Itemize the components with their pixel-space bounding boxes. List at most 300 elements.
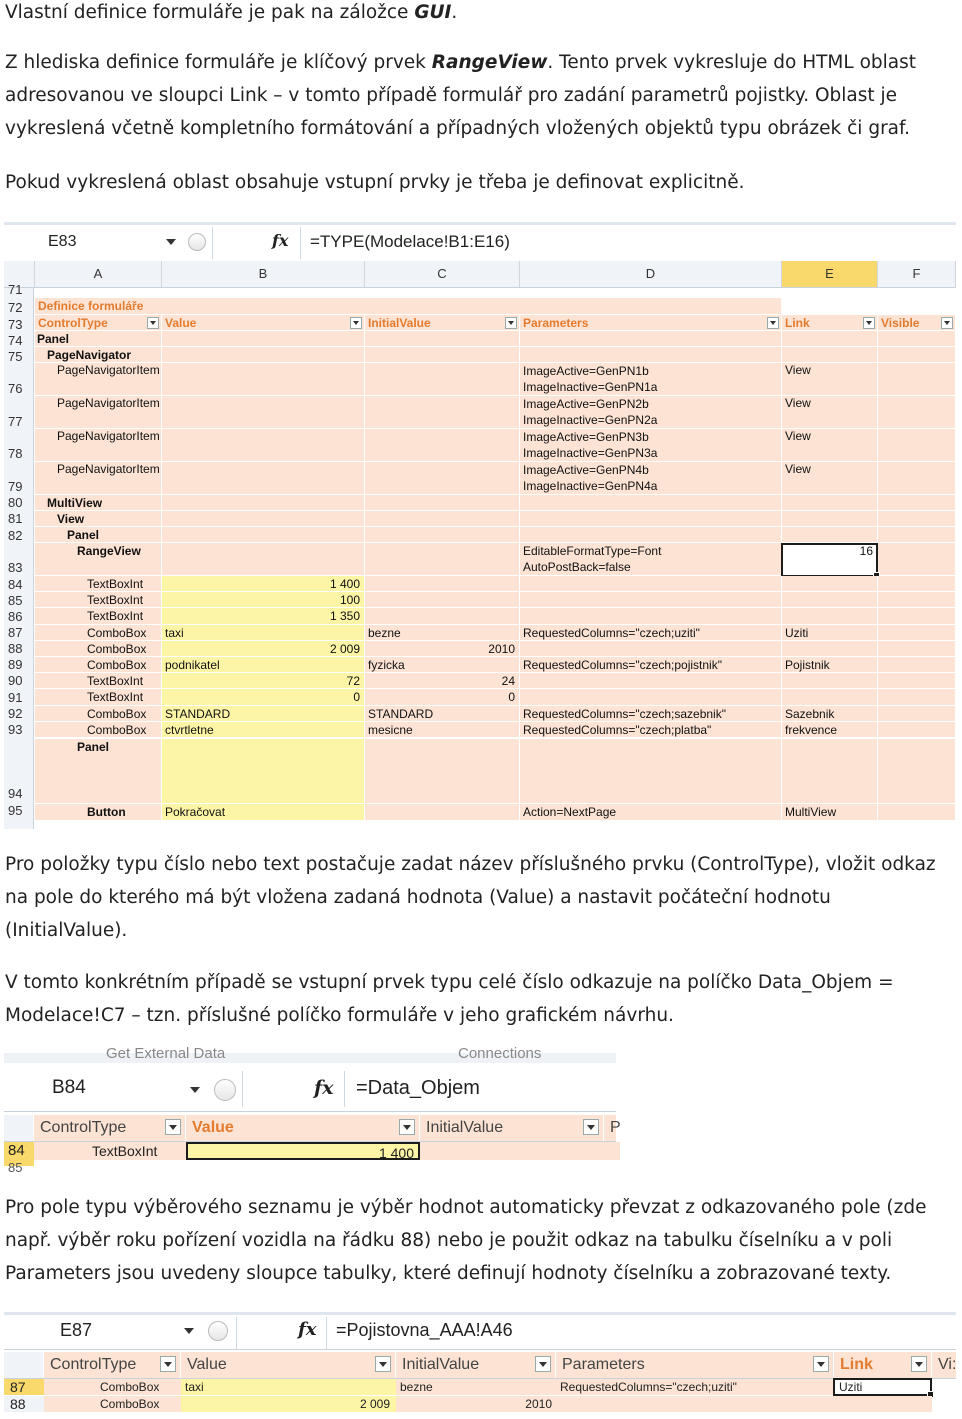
- cell-link-selected[interactable]: Uziti: [833, 1378, 932, 1396]
- row-number[interactable]: 71: [8, 282, 23, 297]
- cell[interactable]: [365, 396, 520, 428]
- ribbon-label: Connections: [458, 1045, 542, 1062]
- spreadsheet-pojistovna: [4, 1312, 956, 1415]
- parameter-line: EditableFormatType=Font: [523, 544, 662, 558]
- row-number[interactable]: 95: [8, 803, 23, 818]
- header-label: Value: [165, 316, 197, 330]
- chevron-down-icon[interactable]: [190, 1087, 200, 1093]
- divider: [344, 1071, 345, 1107]
- cell-link[interactable]: frekvence: [782, 722, 878, 737]
- cell-value[interactable]: Pokračovat: [162, 804, 365, 820]
- cell-controltype[interactable]: TextBoxInt: [35, 689, 162, 704]
- cell-value[interactable]: 1 400: [162, 576, 365, 591]
- header-controltype[interactable]: [35, 315, 162, 330]
- cell[interactable]: [520, 495, 782, 510]
- ribbon-group-labels: [4, 1045, 616, 1063]
- cell-initialvalue[interactable]: [365, 608, 520, 623]
- cell[interactable]: [834, 1396, 932, 1412]
- text: Vlastní definice formuláře je pak na záložce: [5, 2, 415, 23]
- table-row: [35, 495, 956, 511]
- header-visible[interactable]: [878, 315, 956, 330]
- column-header-a[interactable]: A: [35, 261, 162, 287]
- cell-link[interactable]: Sazebnik: [782, 706, 878, 721]
- cell-initialvalue[interactable]: [365, 592, 520, 607]
- table-row: [35, 592, 956, 608]
- cell-parameters[interactable]: [520, 673, 782, 688]
- divider: [236, 1317, 237, 1349]
- cell-value[interactable]: 100: [162, 592, 365, 607]
- circle-icon: [208, 1321, 228, 1341]
- row-number[interactable]: 73: [8, 317, 23, 332]
- circle-icon: [188, 233, 206, 251]
- cell-controltype[interactable]: MultiView: [35, 495, 162, 510]
- cell-parameters[interactable]: [520, 641, 782, 656]
- row-headers: [4, 282, 34, 829]
- rangeview-paragraph: [5, 46, 950, 145]
- filter-dropdown-icon[interactable]: [147, 317, 159, 329]
- cell-value[interactable]: 0: [162, 689, 365, 704]
- header-parameters[interactable]: [520, 315, 782, 330]
- table-row: [35, 331, 956, 347]
- table-row: [35, 689, 956, 705]
- combobox-paragraph: [5, 1191, 950, 1290]
- row-number[interactable]: 94: [8, 786, 23, 801]
- row-number[interactable]: 76: [8, 381, 23, 396]
- cell[interactable]: [162, 396, 365, 428]
- filter-dropdown-icon[interactable]: [767, 317, 779, 329]
- cell[interactable]: [35, 288, 162, 297]
- table-row: [35, 288, 956, 298]
- name-box[interactable]: E87: [60, 1320, 93, 1340]
- filter-dropdown-icon[interactable]: [535, 1356, 551, 1372]
- name-box[interactable]: E83: [48, 233, 77, 250]
- cell-parameters[interactable]: [520, 363, 782, 395]
- cell-value[interactable]: STANDARD: [162, 706, 365, 721]
- cell-link[interactable]: [782, 673, 878, 688]
- cell[interactable]: [162, 462, 365, 494]
- cell-value[interactable]: 2 009: [162, 641, 365, 656]
- row-number[interactable]: 93: [8, 722, 23, 737]
- table-header-row: [35, 315, 956, 331]
- parameter-line: ImageInactive=GenPN4a: [523, 479, 658, 493]
- cell[interactable]: [162, 429, 365, 461]
- parameter-line: ImageInactive=GenPN3a: [523, 446, 658, 460]
- header-label: InitialValue: [368, 316, 431, 330]
- cell[interactable]: [365, 462, 520, 494]
- cell-parameters[interactable]: [520, 608, 782, 623]
- text: vykreslená včetně kompletního formátování a případných vložených objektů typu obrázek či graf.: [5, 118, 911, 139]
- table-row: [35, 739, 956, 804]
- cell[interactable]: [162, 363, 365, 395]
- cell-controltype[interactable]: PageNavigator: [35, 347, 162, 362]
- cell-parameters[interactable]: [520, 462, 782, 494]
- cell-value[interactable]: 72: [162, 673, 365, 688]
- column-header-e[interactable]: E: [782, 261, 878, 287]
- cell[interactable]: [520, 331, 782, 346]
- cell[interactable]: [520, 527, 782, 542]
- row-number[interactable]: 84: [8, 577, 23, 592]
- table-row: [35, 804, 956, 821]
- table-row: [35, 657, 956, 673]
- cell-parameters[interactable]: RequestedColumns="czech;uziti": [556, 1379, 834, 1395]
- chevron-down-icon[interactable]: [166, 239, 176, 245]
- column-header-f[interactable]: F: [878, 261, 956, 287]
- cell-grid: [35, 288, 956, 829]
- text: Z hlediska definice formuláře je klíčový prvek: [5, 52, 432, 73]
- cell-parameters[interactable]: RequestedColumns="czech;uziti": [520, 625, 782, 640]
- cell-value[interactable]: podnikatel: [162, 657, 365, 672]
- cell-link[interactable]: [782, 576, 878, 591]
- row-number[interactable]: 86: [8, 609, 23, 624]
- row-number[interactable]: 89: [8, 657, 23, 672]
- header-link[interactable]: [782, 315, 878, 330]
- cell[interactable]: [365, 527, 520, 542]
- parameter-line: ImageInactive=GenPN1a: [523, 380, 658, 394]
- header-initialvalue[interactable]: [396, 1352, 556, 1378]
- row-number[interactable]: 80: [8, 495, 23, 510]
- data-objem-paragraph: [5, 966, 950, 1032]
- column-header-b[interactable]: B: [162, 261, 365, 287]
- text: Pro položky typu číslo nebo text postačuje zadat název příslušného prvku (ControlType), vložit odkaz: [5, 854, 936, 875]
- cell[interactable]: [878, 462, 956, 494]
- cell-initialvalue[interactable]: fyzicka: [365, 657, 520, 672]
- cell[interactable]: [878, 804, 956, 820]
- text: na pole do kterého má být vložena zadaná hodnota (Value) a nastavit počáteční hodnotu: [5, 887, 831, 908]
- cell-value[interactable]: taxi: [181, 1379, 396, 1395]
- chevron-down-icon[interactable]: [184, 1328, 194, 1334]
- cell-value[interactable]: 1 350: [162, 608, 365, 623]
- header-label: ControlType: [50, 1356, 137, 1373]
- cell[interactable]: [365, 429, 520, 461]
- cell-initialvalue[interactable]: 24: [365, 673, 520, 688]
- parameter-line: ImageInactive=GenPN2a: [523, 413, 658, 427]
- cell[interactable]: [878, 739, 956, 803]
- cell-controltype[interactable]: Panel: [35, 527, 162, 542]
- cell-controltype[interactable]: TextBoxInt: [34, 1142, 186, 1160]
- cell-controltype[interactable]: ComboBox: [35, 641, 162, 656]
- row-number[interactable]: 75: [8, 349, 23, 364]
- cell[interactable]: [878, 592, 956, 607]
- filter-dropdown-icon[interactable]: [941, 317, 953, 329]
- cell[interactable]: [878, 625, 956, 640]
- cell[interactable]: [878, 543, 956, 575]
- header-controltype[interactable]: [34, 1115, 186, 1141]
- cell-parameters[interactable]: [520, 429, 782, 461]
- cell[interactable]: [878, 641, 956, 656]
- table-row: [35, 396, 956, 429]
- cell-link-selected[interactable]: 16: [782, 543, 878, 575]
- table-row: [35, 576, 956, 592]
- cell-value[interactable]: ctvrtletne: [162, 722, 365, 737]
- cell-initialvalue[interactable]: bezne: [365, 625, 520, 640]
- cell-controltype[interactable]: TextBoxInt: [35, 576, 162, 591]
- row-number[interactable]: 88: [8, 641, 23, 656]
- cell-controltype[interactable]: RangeView: [35, 543, 162, 575]
- row-number[interactable]: 82: [8, 528, 23, 543]
- header-controltype[interactable]: [44, 1352, 181, 1378]
- text: .: [451, 2, 458, 23]
- emphasis-gui: GUI: [414, 2, 452, 23]
- cell[interactable]: [878, 331, 956, 346]
- table-row: [35, 641, 956, 657]
- cell-controltype[interactable]: PageNavigatorItem: [35, 396, 162, 428]
- filter-dropdown-icon[interactable]: [583, 1119, 599, 1135]
- cell-parameters[interactable]: [520, 592, 782, 607]
- cell-controltype[interactable]: TextBoxInt: [35, 592, 162, 607]
- header-partial[interactable]: Vi:: [932, 1352, 962, 1378]
- filter-dropdown-icon[interactable]: [350, 317, 362, 329]
- cell-link[interactable]: View: [782, 462, 878, 494]
- formula-input[interactable]: =Data_Objem: [356, 1077, 480, 1099]
- parameter-line: ImageActive=GenPN2b: [523, 397, 649, 411]
- emphasis-rangeview: RangeView: [431, 52, 548, 73]
- table-header-row: [4, 1352, 956, 1379]
- circle-icon: [214, 1079, 236, 1101]
- cell[interactable]: [162, 331, 365, 346]
- cell[interactable]: [365, 363, 520, 395]
- cell[interactable]: [162, 495, 365, 510]
- cell[interactable]: [365, 347, 520, 362]
- column-headers: [4, 261, 956, 288]
- cell-controltype[interactable]: TextBoxInt: [35, 673, 162, 688]
- cell-controltype[interactable]: View: [35, 511, 162, 526]
- cell-initialvalue[interactable]: 0: [365, 689, 520, 704]
- table-row: [35, 527, 956, 543]
- cell-controltype[interactable]: ComboBox: [35, 657, 162, 672]
- cell[interactable]: [365, 511, 520, 526]
- cell[interactable]: [878, 689, 956, 704]
- table-row: [35, 511, 956, 527]
- cell-controltype[interactable]: Panel: [35, 739, 162, 803]
- text: . Tento prvek vykresluje do HTML oblast: [547, 52, 917, 73]
- cell-controltype[interactable]: PageNavigatorItem: [35, 462, 162, 494]
- row-number[interactable]: 78: [8, 446, 23, 461]
- text: (InitialValue).: [5, 920, 128, 941]
- cell[interactable]: [782, 511, 878, 526]
- filter-dropdown-icon[interactable]: [160, 1356, 176, 1372]
- cell-value-selected[interactable]: 1 400: [186, 1142, 420, 1160]
- cell[interactable]: [782, 331, 878, 346]
- cell-controltype[interactable]: Panel: [35, 331, 162, 346]
- row-number[interactable]: 90: [8, 673, 23, 688]
- cell[interactable]: [520, 511, 782, 526]
- cell[interactable]: [162, 511, 365, 526]
- fx-icon[interactable]: fx: [314, 1077, 334, 1099]
- header-value[interactable]: [186, 1115, 420, 1141]
- table-row: [35, 298, 956, 315]
- active-cell-selection[interactable]: [781, 543, 878, 577]
- header-label: Parameters: [562, 1356, 645, 1373]
- filter-dropdown-icon[interactable]: [863, 317, 875, 329]
- parameter-line: AutoPostBack=false: [523, 560, 631, 574]
- cell[interactable]: [556, 1396, 834, 1412]
- cell-controltype[interactable]: ComboBox: [44, 1396, 181, 1412]
- cell[interactable]: [878, 706, 956, 721]
- cell[interactable]: [878, 527, 956, 542]
- cell[interactable]: [782, 527, 878, 542]
- cell-parameters[interactable]: RequestedColumns="czech;sazebnik": [520, 706, 782, 721]
- cell-controltype[interactable]: ComboBox: [35, 625, 162, 640]
- cell-controltype[interactable]: TextBoxInt: [35, 608, 162, 623]
- column-header-d[interactable]: D: [520, 261, 782, 287]
- cell-link[interactable]: Uziti: [782, 625, 878, 640]
- header-value[interactable]: [162, 315, 365, 330]
- text: V tomto konkrétním případě se vstupní prvek typu celé číslo odkazuje na políčko Data_Objem =: [5, 972, 894, 993]
- cell[interactable]: [782, 298, 952, 314]
- header-label: ControlType: [40, 1119, 127, 1136]
- header-label: Link: [785, 316, 810, 330]
- spreadsheet-form-definition: [4, 222, 956, 829]
- table-row: [35, 429, 956, 462]
- cell-parameters[interactable]: [520, 576, 782, 591]
- formula-bar: [4, 225, 956, 262]
- row-number[interactable]: 77: [8, 414, 23, 429]
- parameter-line: ImageActive=GenPN4b: [523, 463, 649, 477]
- cell[interactable]: [162, 739, 365, 803]
- cell-link[interactable]: [782, 641, 878, 656]
- cell-initialvalue[interactable]: 2010: [396, 1396, 556, 1412]
- header-label: Parameters: [523, 316, 589, 330]
- cell-initialvalue[interactable]: mesicne: [365, 722, 520, 737]
- cell[interactable]: [878, 576, 956, 591]
- cell[interactable]: [365, 495, 520, 510]
- cell[interactable]: [878, 363, 956, 395]
- cell[interactable]: [365, 804, 520, 820]
- cell-value[interactable]: taxi: [162, 625, 365, 640]
- cell[interactable]: [878, 673, 956, 688]
- cell[interactable]: [782, 347, 878, 362]
- spreadsheet-data-objem: [4, 1045, 621, 1175]
- cell-controltype[interactable]: ComboBox: [35, 722, 162, 737]
- cell[interactable]: [365, 543, 520, 575]
- cell[interactable]: [782, 495, 878, 510]
- cell[interactable]: [162, 347, 365, 362]
- cell-link[interactable]: [782, 592, 878, 607]
- row-number[interactable]: 87: [8, 625, 23, 640]
- cell-parameters[interactable]: RequestedColumns="czech;pojistnik": [520, 657, 782, 672]
- table-row: [35, 363, 956, 396]
- cell-parameters[interactable]: Action=NextPage: [520, 804, 782, 820]
- cell-initialvalue[interactable]: STANDARD: [365, 706, 520, 721]
- cell-link[interactable]: MultiView: [782, 804, 878, 820]
- row-number[interactable]: 85: [8, 593, 23, 608]
- header-initialvalue[interactable]: [420, 1115, 604, 1141]
- row-number[interactable]: 74: [8, 333, 23, 348]
- cell[interactable]: [365, 331, 520, 346]
- header-initialvalue[interactable]: [365, 315, 520, 330]
- row-number[interactable]: 81: [8, 511, 23, 526]
- cell[interactable]: [420, 1142, 620, 1160]
- header-label: Value: [187, 1356, 227, 1373]
- cell-controltype[interactable]: ComboBox: [44, 1379, 181, 1395]
- filter-dropdown-icon[interactable]: [505, 317, 517, 329]
- cell-initialvalue[interactable]: [365, 576, 520, 591]
- text: Modelace!C7 – tzn. příslušné políčko formuláře v jeho grafickém návrhu.: [5, 1005, 674, 1026]
- formula-input[interactable]: =Pojistovna_AAA!A46: [336, 1320, 513, 1340]
- section-title-cell[interactable]: Definice formuláře: [35, 298, 782, 314]
- cell-controltype[interactable]: PageNavigatorItem: [35, 429, 162, 461]
- cell-parameters[interactable]: [520, 689, 782, 704]
- table-row: [35, 706, 956, 722]
- cell-initialvalue[interactable]: bezne: [396, 1379, 556, 1395]
- cell-value[interactable]: 2 009: [181, 1396, 396, 1412]
- table-row: [35, 722, 956, 738]
- row-number[interactable]: 87: [4, 1379, 44, 1395]
- cell[interactable]: [878, 722, 956, 737]
- row-number[interactable]: 92: [8, 706, 23, 721]
- cell[interactable]: [878, 511, 956, 526]
- filter-dropdown-icon[interactable]: [813, 1356, 829, 1372]
- table-row: [35, 625, 956, 641]
- cell[interactable]: [520, 347, 782, 362]
- row-number[interactable]: 79: [8, 479, 23, 494]
- cell[interactable]: [782, 739, 878, 803]
- cell[interactable]: [878, 429, 956, 461]
- fx-icon[interactable]: fx: [298, 1319, 317, 1340]
- cell[interactable]: [520, 739, 782, 803]
- cell[interactable]: [878, 396, 956, 428]
- row-number[interactable]: 91: [8, 690, 23, 705]
- text: Pokud vykreslená oblast obsahuje vstupní prvky je třeba je definovat explicitně.: [5, 172, 745, 193]
- cell-initialvalue[interactable]: 2010: [365, 641, 520, 656]
- table-row: [35, 347, 956, 363]
- cell-controltype[interactable]: Button: [35, 804, 162, 820]
- cell[interactable]: [878, 657, 956, 672]
- header-value[interactable]: [181, 1352, 396, 1378]
- cell-parameters[interactable]: RequestedColumns="czech;platba": [520, 722, 782, 737]
- table-row: [35, 673, 956, 689]
- cell-link[interactable]: View: [782, 396, 878, 428]
- filter-dropdown-icon[interactable]: [399, 1119, 415, 1135]
- filter-dropdown-icon[interactable]: [375, 1356, 391, 1372]
- row-number[interactable]: 83: [8, 560, 23, 575]
- cell[interactable]: [878, 495, 956, 510]
- cell[interactable]: [878, 608, 956, 623]
- formula-input[interactable]: =TYPE(Modelace!B1:E16): [310, 232, 510, 251]
- cell-parameters[interactable]: [520, 543, 782, 575]
- row-number[interactable]: 84: [4, 1142, 34, 1166]
- row-number[interactable]: 85: [8, 1160, 23, 1175]
- cell-link[interactable]: View: [782, 363, 878, 395]
- cell-controltype[interactable]: PageNavigatorItem: [35, 363, 162, 395]
- cell-link[interactable]: Pojistnik: [782, 657, 878, 672]
- cell-link[interactable]: [782, 689, 878, 704]
- header-link[interactable]: [834, 1352, 932, 1378]
- header-parameters[interactable]: [556, 1352, 834, 1378]
- formula-bar: [4, 1315, 956, 1350]
- header-label: InitialValue: [402, 1356, 480, 1373]
- cell-parameters[interactable]: [520, 396, 782, 428]
- fx-icon[interactable]: fx: [272, 231, 289, 250]
- cell[interactable]: [162, 543, 365, 575]
- cell[interactable]: [878, 347, 956, 362]
- name-box[interactable]: B84: [52, 1077, 86, 1098]
- cell-link[interactable]: [782, 608, 878, 623]
- filter-dropdown-icon[interactable]: [165, 1119, 181, 1135]
- divider: [242, 1071, 243, 1107]
- header-partial[interactable]: P: [604, 1115, 624, 1141]
- row-number[interactable]: 88: [4, 1396, 44, 1412]
- table-row: [35, 608, 956, 624]
- column-header-c[interactable]: C: [365, 261, 520, 287]
- cell-link[interactable]: View: [782, 429, 878, 461]
- filter-dropdown-icon[interactable]: [911, 1356, 927, 1372]
- textbox-paragraph: [5, 848, 950, 947]
- row-number[interactable]: 72: [8, 300, 23, 315]
- cell-controltype[interactable]: ComboBox: [35, 706, 162, 721]
- cell[interactable]: [365, 739, 520, 803]
- cell[interactable]: [162, 527, 365, 542]
